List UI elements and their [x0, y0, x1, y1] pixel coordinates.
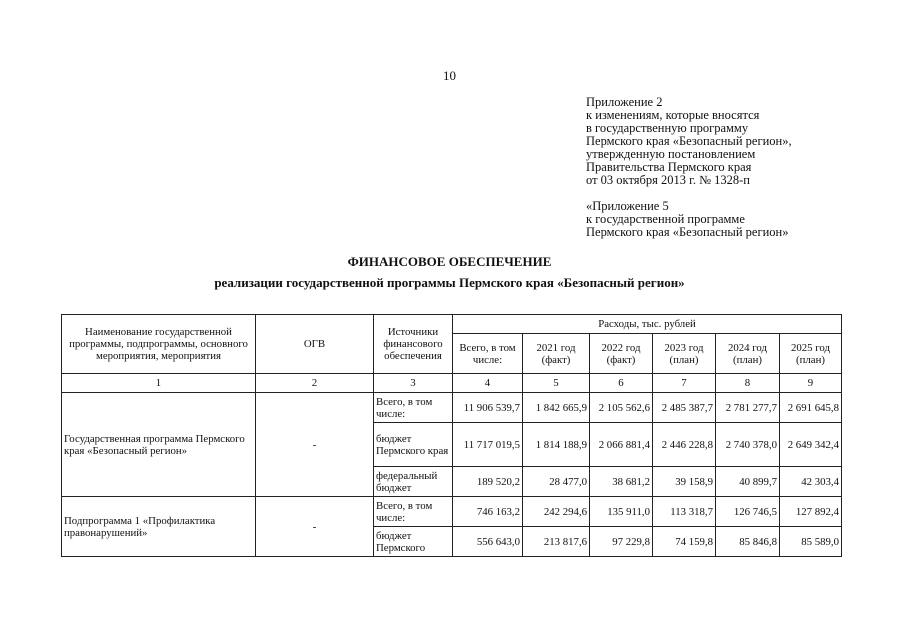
header-year: 2022 год (факт) [590, 334, 653, 374]
value-cell: 135 911,0 [590, 497, 653, 527]
appendix-line: к государственной программе [586, 212, 745, 226]
appendix-line: «Приложение 5 [586, 199, 669, 213]
column-number: 6 [590, 374, 653, 393]
column-number: 4 [453, 374, 523, 393]
value-cell: 2 691 645,8 [780, 393, 842, 423]
title-line-2: реализации государственной программы Пермского края «Безопасный регион» [214, 275, 685, 290]
value-cell: 2 649 342,4 [780, 423, 842, 467]
value-cell: 113 318,7 [653, 497, 716, 527]
value-cell: 2 066 881,4 [590, 423, 653, 467]
value-cell: 126 746,5 [716, 497, 780, 527]
column-number: 5 [523, 374, 590, 393]
source-label: Всего, в том числе: [374, 393, 453, 423]
value-cell: 42 303,4 [780, 467, 842, 497]
column-number: 8 [716, 374, 780, 393]
value-cell: 189 520,2 [453, 467, 523, 497]
source-label: бюджет Пермского [374, 527, 453, 557]
appendix-block [586, 96, 792, 239]
value-cell: 40 899,7 [716, 467, 780, 497]
financing-table [61, 314, 842, 557]
column-number: 3 [374, 374, 453, 393]
value-cell: 746 163,2 [453, 497, 523, 527]
subprogram-name: Подпрограмма 1 «Профилактика правонарушений» [62, 497, 256, 557]
title-line-1: ФИНАНСОВОЕ ОБЕСПЕЧЕНИЕ [347, 254, 552, 269]
source-label: федеральный бюджет [374, 467, 453, 497]
appendix-line: от 03 октября 2013 г. № 1328-п [586, 173, 750, 187]
program-name: Государственная программа Пермского края «Безопасный регион» [62, 393, 256, 497]
appendix-line: утвержденную постановлением [586, 147, 756, 161]
table-row [62, 393, 842, 423]
appendix-line: Приложение 2 [586, 95, 663, 109]
source-label: Всего, в том числе: [374, 497, 453, 527]
value-cell: 213 817,6 [523, 527, 590, 557]
value-cell: 74 159,8 [653, 527, 716, 557]
header-name: Наименование государственной программы, подпрограммы, основного мероприятия, мероприятия [62, 315, 256, 374]
appendix-line: Пермского края «Безопасный регион», [586, 134, 792, 148]
header-year: 2025 год (план) [780, 334, 842, 374]
appendix-line: в государственную программу [586, 121, 749, 135]
value-cell: 38 681,2 [590, 467, 653, 497]
table-row [62, 497, 842, 527]
value-cell: 11 906 539,7 [453, 393, 523, 423]
value-cell: 2 446 228,8 [653, 423, 716, 467]
value-cell: 85 589,0 [780, 527, 842, 557]
header-expenses: Расходы, тыс. рублей [453, 315, 842, 334]
appendix-line: Пермского края «Безопасный регион» [586, 225, 789, 239]
header-year: Всего, в том числе: [453, 334, 523, 374]
value-cell: 85 846,8 [716, 527, 780, 557]
column-number: 9 [780, 374, 842, 393]
column-number-row [62, 374, 842, 393]
document-title [0, 254, 899, 291]
header-ogv: ОГВ [256, 315, 374, 374]
source-label: бюджет Пермского края [374, 423, 453, 467]
value-cell: 2 781 277,7 [716, 393, 780, 423]
column-number: 1 [62, 374, 256, 393]
value-cell: 242 294,6 [523, 497, 590, 527]
ogv-value: - [256, 497, 374, 557]
value-cell: 11 717 019,5 [453, 423, 523, 467]
header-year: 2024 год (план) [716, 334, 780, 374]
value-cell: 2 485 387,7 [653, 393, 716, 423]
value-cell: 1 842 665,9 [523, 393, 590, 423]
appendix-line: Правительства Пермского края [586, 160, 752, 174]
value-cell: 1 814 188,9 [523, 423, 590, 467]
header-year: 2023 год (план) [653, 334, 716, 374]
value-cell: 97 229,8 [590, 527, 653, 557]
ogv-value: - [256, 393, 374, 497]
value-cell: 127 892,4 [780, 497, 842, 527]
header-year: 2021 год (факт) [523, 334, 590, 374]
page-number: 10 [443, 68, 456, 83]
value-cell: 28 477,0 [523, 467, 590, 497]
column-number: 2 [256, 374, 374, 393]
appendix-line: к изменениям, которые вносятся [586, 108, 760, 122]
value-cell: 2 740 378,0 [716, 423, 780, 467]
value-cell: 556 643,0 [453, 527, 523, 557]
header-sources: Источники финансового обеспечения [374, 315, 453, 374]
value-cell: 2 105 562,6 [590, 393, 653, 423]
column-number: 7 [653, 374, 716, 393]
value-cell: 39 158,9 [653, 467, 716, 497]
